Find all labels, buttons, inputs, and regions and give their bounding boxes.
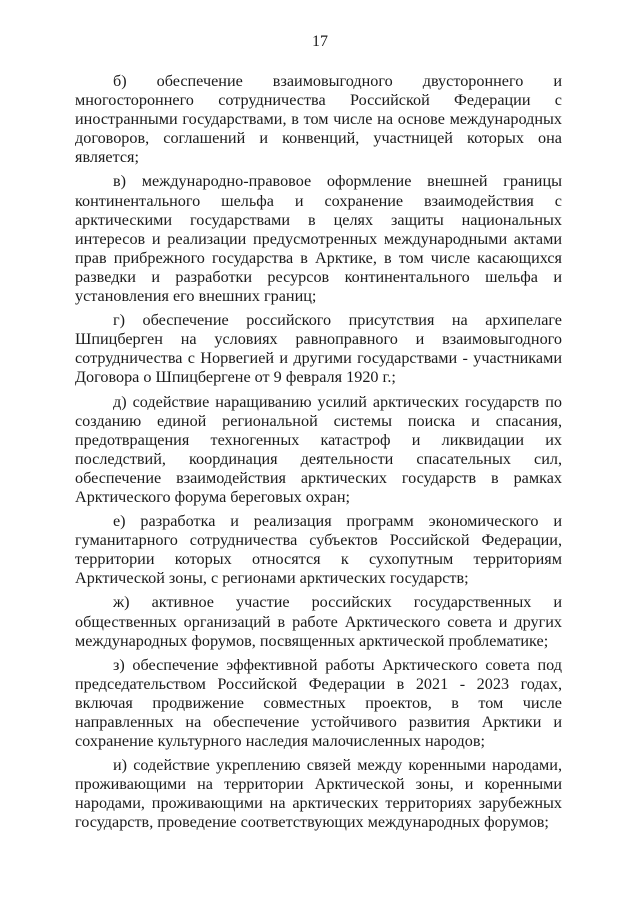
paragraph-i: и) содействие укреплению связей между коренными народами, проживающими на территории Арктической зоны, и коренными народами, проживающими на арктических территориях зарубежных государств, проведение соответствующих международных форумов; <box>75 756 562 832</box>
paragraph-zh: ж) активное участие российских государственных и общественных организаций в работе Арктического совета и других международных форумов, посвященных арктической проблематике; <box>75 593 562 650</box>
paragraph-b: б) обеспечение взаимовыгодного двустороннего и многостороннего сотрудничества Российской Федерации с иностранными государствами, в том числе на основе международных договоров, соглашений и конвенций, участницей которых она является; <box>75 72 562 167</box>
paragraph-e: е) разработка и реализация программ экономического и гуманитарного сотрудничества субъектов Российской Федерации, территории которых относятся к сухопутным территориям Арктической зоны, с регионами арктических государств; <box>75 512 562 588</box>
paragraph-g: г) обеспечение российского присутствия на архипелаге Шпицберген на условиях равноправного и взаимовыгодного сотрудничества с Норвегией и другими государствами - участниками Договора о Шпицбергене от 9 февраля 1920 г.; <box>75 311 562 387</box>
paragraph-z: з) обеспечение эффективной работы Арктического совета под председательством Российской Федерации в 2021 - 2023 годах, включая продвижение совместных проектов, в том числе направленных на обеспечение устойчивого развития Арктики и сохранение культурного наследия малочисленных народов; <box>75 655 562 751</box>
paragraph-d: д) содействие наращиванию усилий арктических государств по созданию единой региональной системы поиска и спасания, предотвращения техногенных катастроф и ликвидации их последствий, координация деятельности спасательных сил, обеспечение взаимодействия арктических государств в рамках Арктического форума береговых охран; <box>75 392 562 506</box>
document-body <box>75 72 562 838</box>
page-number: 17 <box>312 33 328 50</box>
paragraph-v: в) международно-правовое оформление внешней границы континентального шельфа и сохранение взаимодействия с арктическими государствами в целях защиты национальных интересов и реализации предусмотренных международными актами прав прибрежного государства в Арктике, в том числе касающихся разведки и разработки ресурсов континентального шельфа и установления его внешних границ; <box>75 172 562 306</box>
